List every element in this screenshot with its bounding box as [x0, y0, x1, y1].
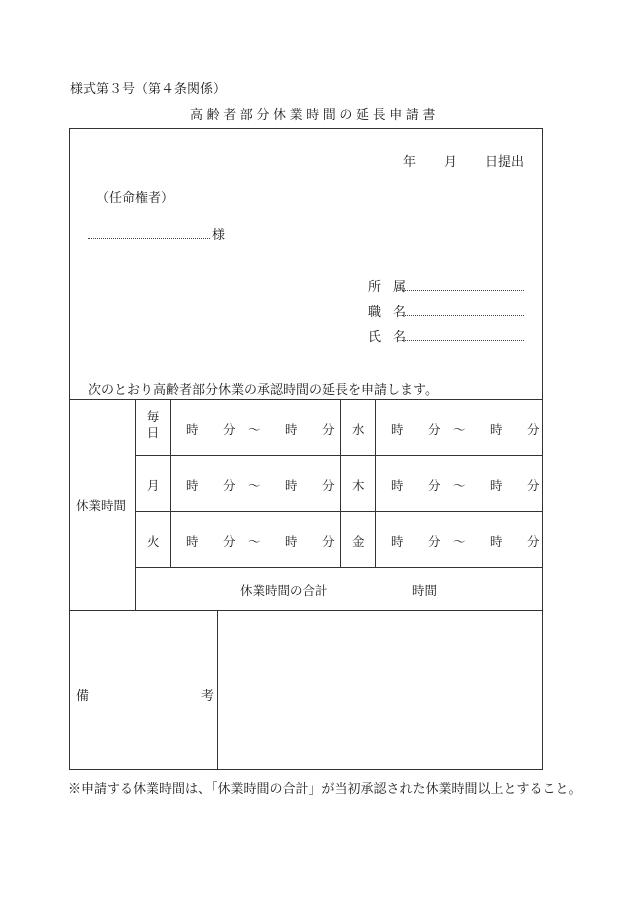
document-title: 高齢者部分休業時間の延長申請書: [190, 108, 440, 123]
divider: [135, 399, 136, 610]
hour-label: 時: [490, 422, 503, 437]
remarks-label-left: 備: [76, 689, 90, 704]
minute-label: 分: [322, 534, 335, 549]
affiliation-label: 所属: [368, 280, 419, 295]
hour-label: 時: [285, 534, 298, 549]
position-field: [368, 301, 524, 320]
position-label: 職名: [368, 305, 419, 320]
footnote: ※申請する休業時間は、「休業時間の合計」が当初承認された休業時間以上とすること。: [68, 782, 582, 797]
tilde-label: ～: [453, 534, 466, 549]
divider: [375, 399, 376, 567]
addressee-blank[interactable]: [88, 237, 210, 239]
minute-label: 分: [223, 478, 236, 493]
divider: [170, 399, 171, 567]
position-blank[interactable]: [402, 314, 524, 316]
minute-label: 分: [428, 422, 441, 437]
name-field: [368, 326, 524, 345]
hour-label: 時: [285, 422, 298, 437]
day-tuesday: 火: [147, 534, 160, 549]
day-submitted-label: 日提出: [484, 155, 524, 170]
hour-label: 時: [186, 534, 199, 549]
total-hours-label: 休業時間の合計: [240, 583, 328, 598]
tilde-label: ～: [248, 534, 261, 549]
hour-label: 時: [186, 478, 199, 493]
remarks-field[interactable]: [218, 611, 542, 769]
tilde-label: ～: [453, 478, 466, 493]
day-thursday: 木: [352, 478, 365, 493]
day-friday: 金: [352, 534, 365, 549]
minute-label: 分: [322, 478, 335, 493]
divider: [135, 511, 542, 512]
minute-label: 分: [527, 422, 540, 437]
day-everyday: 毎日: [146, 409, 160, 440]
hour-label: 時: [285, 478, 298, 493]
name-blank[interactable]: [402, 339, 524, 341]
day-wednesday: 水: [352, 422, 365, 437]
remarks-label-right: 考: [200, 689, 214, 704]
minute-label: 分: [322, 422, 335, 437]
hour-label: 時: [490, 534, 503, 549]
affiliation-field: [368, 276, 524, 295]
appointer-label: （任命権者）: [96, 191, 175, 206]
tilde-label: ～: [248, 422, 261, 437]
total-hours-unit: 時間: [412, 583, 438, 598]
honorific-label: 様: [212, 228, 226, 243]
addressee-line: [88, 224, 225, 243]
tilde-label: ～: [453, 422, 466, 437]
hour-label: 時: [186, 422, 199, 437]
divider: [135, 567, 542, 568]
minute-label: 分: [223, 422, 236, 437]
request-statement: 次のとおり高齢者部分休業の承認時間の延長を申請します。: [88, 383, 438, 398]
form-number: 様式第３号（第４条関係）: [70, 82, 227, 97]
day-monday: 月: [147, 478, 160, 493]
remarks-label: [76, 685, 214, 704]
tilde-label: ～: [248, 478, 261, 493]
hour-label: 時: [391, 478, 404, 493]
year-label: 年: [402, 155, 416, 170]
leave-hours-row-label: 休業時間: [76, 498, 127, 513]
divider: [135, 455, 542, 456]
minute-label: 分: [527, 478, 540, 493]
minute-label: 分: [223, 534, 236, 549]
submission-date: [403, 151, 524, 170]
minute-label: 分: [527, 534, 540, 549]
hour-label: 時: [490, 478, 503, 493]
minute-label: 分: [428, 534, 441, 549]
affiliation-blank[interactable]: [402, 289, 524, 291]
hour-label: 時: [391, 422, 404, 437]
divider: [70, 399, 542, 400]
application-form: [69, 128, 543, 770]
divider: [340, 399, 341, 567]
minute-label: 分: [428, 478, 441, 493]
name-label: 氏名: [368, 330, 419, 345]
hour-label: 時: [391, 534, 404, 549]
month-label: 月: [443, 155, 457, 170]
